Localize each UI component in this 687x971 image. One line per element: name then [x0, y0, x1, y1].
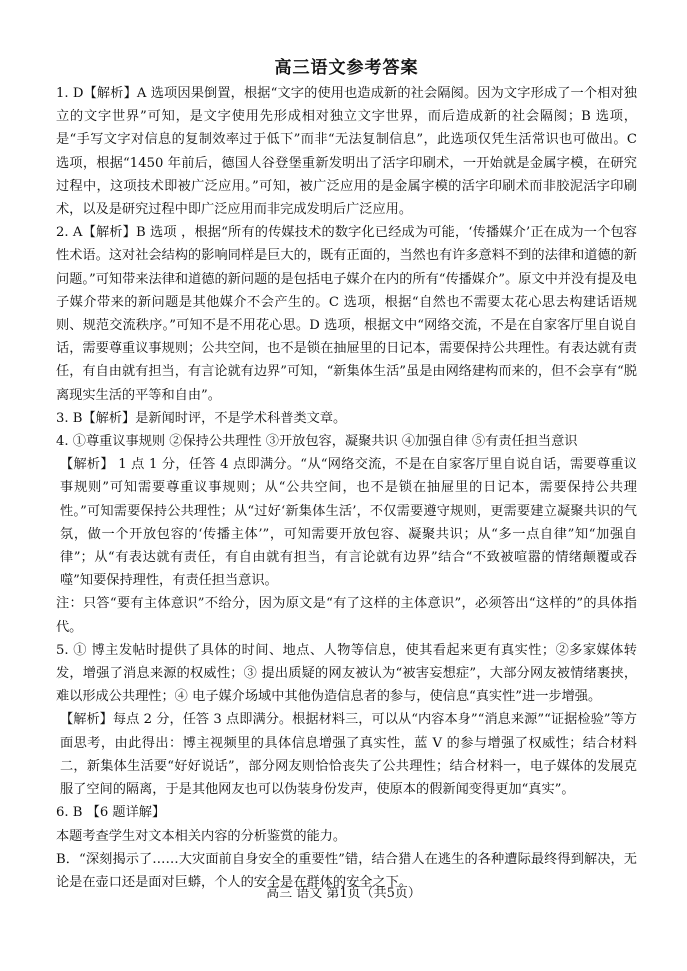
answer-body [56, 82, 637, 894]
answer-4-note: 注：只答“要有主体意识”不给分，因为原文是“有了这样的主体意识”，必须答出“这样的”的具体指代。 [56, 596, 637, 635]
answer-2: 2. A【解析】B 选项 ，根据“所有的传媒技术的数字化已经成为可能，‘传播媒介’正在成为一个包容性术语。这对社会结构的影响同样是巨大的，既有正面的，当然也有许多意料不到的法律和道德的新问题。”可知带来法律和道德的新问题的是包括电子媒介在内的所有“传播媒介”。原文中并没有提及电子媒介带来的新问题是其他媒介不会产生的。C 选项，根据“自然也不需要太花心思去构建话语规则、规范交流秩序。”可知不是不用花心思。D 选项，根据文中“网络交流，不是在自家客厅里自说自话，需要尊重议事规则；公共空间，也不是锁在抽屉里的日记本，需要保持公共理性。有表达就有责任，有自由就有担当，有言论就有边界”可知，“新集体生活”虽是由网络建构而来的，但不会享有“脱离现实生活的平等和自由”。 [56, 225, 637, 403]
answer-6: 6. B 【6 题详解】 [56, 805, 166, 821]
page-title: 高三语文参考答案 [274, 58, 419, 78]
answer-4-analysis: 【解析】 1 点 1 分，任答 4 点即满分。“从“网络交流，不是在自家客厅里自说自话，需要尊重议事规则”可知需要尊重议事规则；从“公共空间，也不是锁在抽屉里的日记本，需要保持公共理性。”可知需要保持公共理性；从“过好‘新集体生活’，不仅需要遵守规则，更需要建立凝聚共识的气氛，做一个开放包容的‘传播主体’”，可知需要开放包容、凝聚共识；从“多一点自律”知“加强自律”；从“有表达就有责任，有自由就有担当，有言论就有边界”结合“不致被喧嚣的情绪颠覆或吞噬”知要保持理性，有责任担当意识。 [60, 457, 637, 589]
answer-3: 3. B【解析】是新闻时评，不是学术科普类文章。 [56, 410, 347, 426]
answer-5-analysis: 【解析】每点 2 分，任答 3 点即满分。根据材料三，可以从“内容本身”“消息来源”“证据检验”等方面思考，由此得出：博主视频里的具体信息增强了真实性，蓝 V 的参与增强了权威性；结合材料二，新集体生活要“好好说话”，部分网友则恰恰丧失了公共理性；结合材料一，电子媒体的发展克服了空间的隔离，于是其他网友也可以伪装身份发声，使原本的假新闻变得更加“真实”。 [60, 712, 637, 798]
answer-6-option-b: B．“深刻揭示了……大灾面前自身安全的重要性”错，结合猎人在逃生的各种遭际最终得到解决，无论是在壶口还是面对巨蟒，个人的安全是在群体的安全之下。 [56, 851, 637, 890]
answer-1: 1. D【解析】A 选项因果倒置，根据“文字的使用也造成新的社会隔阂。因为文字形成了一个相对独立的文字世界”可知，是文字使用先形成相对独立文字世界，而后造成新的社会隔阂；B 选项，是“手写文字对信息的复制效率过于低下”而非“无法复制信息”，此选项仅凭生活常识也可做出。C 选项，根据“1450 年前后，德国人谷登堡重新发明出了活字印刷术，一开始就是金属字模，在研究过程中，这项技术即被广泛应用。”可知，被广泛应用的是金属字模的活字印刷术而非胶泥活字印刷术，以及是研究过程中即广泛应用而非完成发明后广泛应用。 [56, 86, 637, 218]
answer-4: 4. ①尊重议事规则 ②保持公共理性 ③开放包容，凝聚共识 ④加强自律 ⑤有责任担当意识 [56, 434, 578, 450]
page-footer: 高三 语文 第1页（共5页） [266, 886, 421, 901]
answer-6-intro: 本题考查学生对文本相关内容的分析鉴赏的能力。 [56, 828, 347, 844]
answer-5: 5. ① 博主发帖时提供了具体的时间、地点、人物等信息，使其看起来更有真实性；②多家媒体转发，增强了消息来源的权威性；③ 提出质疑的网友被认为“被害妄想症”，大部分网友被情绪裹挟，难以形成公共理性；④ 电子媒介场域中其他伪造信息者的参与，使信息“真实性”进一步增强。 [56, 642, 637, 705]
